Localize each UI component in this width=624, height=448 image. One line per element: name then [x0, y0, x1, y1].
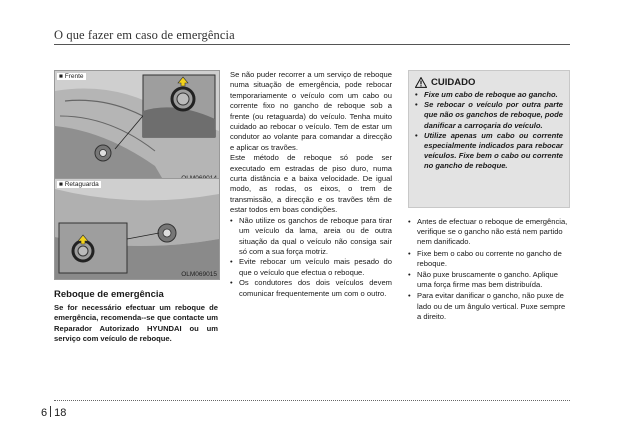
list-item: • Fixe bem o cabo ou corrente no gancho de reboque.: [408, 249, 570, 269]
page-number: 6 18: [41, 407, 67, 419]
figure-rear-tow-hook: [54, 178, 220, 280]
rear-bumper-illustration: [55, 179, 219, 279]
list-item: • Evite rebocar um veículo mais pesado do que o veículo que efectua o reboque.: [230, 257, 392, 278]
list-item: • Antes de efectuar o reboque de emergência, verifique se o gancho não está nem partido nem danificado.: [408, 217, 570, 248]
caution-item: • Fixe um cabo de reboque ao gancho.: [415, 90, 563, 100]
caution-item: • Se rebocar o veículo por outra parte que não os ganchos de reboque, pode danificar a carroçaria do veículo.: [415, 100, 563, 131]
hook-checklist: [408, 217, 570, 322]
paragraph-towing-method: Se não puder recorrer a um serviço de reboque numa situação de emergência, pode rebocar temporariamente o veículo com um cabo ou corrente fixo no gancho de reboque sob a frente (ou retaguarda) do veículo. Tenha muito cuidado ao rebocar o veículo. Tem de estar um condutor ao volante para comandar a direcção e aplicar os travões.: [230, 70, 392, 152]
caution-item: • Utilize apenas um cabo ou corrente especialmente indicados para rebocar veículos. Fixe bem o cabo ou corrente no gancho de reboque.: [415, 131, 563, 172]
list-item: • Não puxe bruscamente o gancho. Aplique uma força firme mas bem distribuída.: [408, 270, 570, 290]
caution-title: CUIDADO: [431, 77, 476, 88]
list-item: • Para evitar danificar o gancho, não puxe de lado ou de um ângulo vertical. Puxe sempre a direito.: [408, 291, 570, 322]
figure-tag: ■ Retaguarda: [59, 181, 99, 188]
caution-list: [415, 90, 563, 172]
section-intro: Se for necessário efectuar um reboque de emergência, recomenda--se que contacte um Reparador Autorizado HYUNDAI ou um serviço com veículo de reboque.: [54, 303, 218, 344]
figure-code: OLM069015: [181, 271, 217, 278]
warning-triangle-icon: [415, 77, 427, 88]
front-bumper-illustration: [55, 71, 219, 183]
paragraph-road-conditions: Este método de reboque só pode ser executado em estradas de piso duro, numa curta distância e a baixa velocidade. De igual modo, as rodas, os eixos, o trem de transmissão, a direcção e os travões têm de estar todos em boas condições.: [230, 153, 392, 215]
page-header-title: O que fazer em caso de emergência: [54, 28, 235, 42]
caution-box: [408, 70, 570, 208]
list-item: • Os condutores dos dois veículos devem comunicar frequentemente um com o outro.: [230, 278, 392, 299]
figure-front-tow-hook: [54, 70, 220, 184]
tow-precautions-list: [230, 216, 392, 299]
section-title: Reboque de emergência: [54, 289, 164, 300]
caution-header: [415, 77, 563, 88]
figure-tag: ■ Frente: [59, 73, 84, 80]
list-item: • Não utilize os ganchos de reboque para tirar um veículo da lama, areia ou de outra situação da qual o veículo não consiga sair só com a sua força motriz.: [230, 216, 392, 258]
hook-checklist-column: [408, 217, 570, 323]
tow-instructions-column: [230, 70, 392, 299]
header-rule: [54, 44, 570, 45]
footer-rule: [54, 400, 570, 401]
